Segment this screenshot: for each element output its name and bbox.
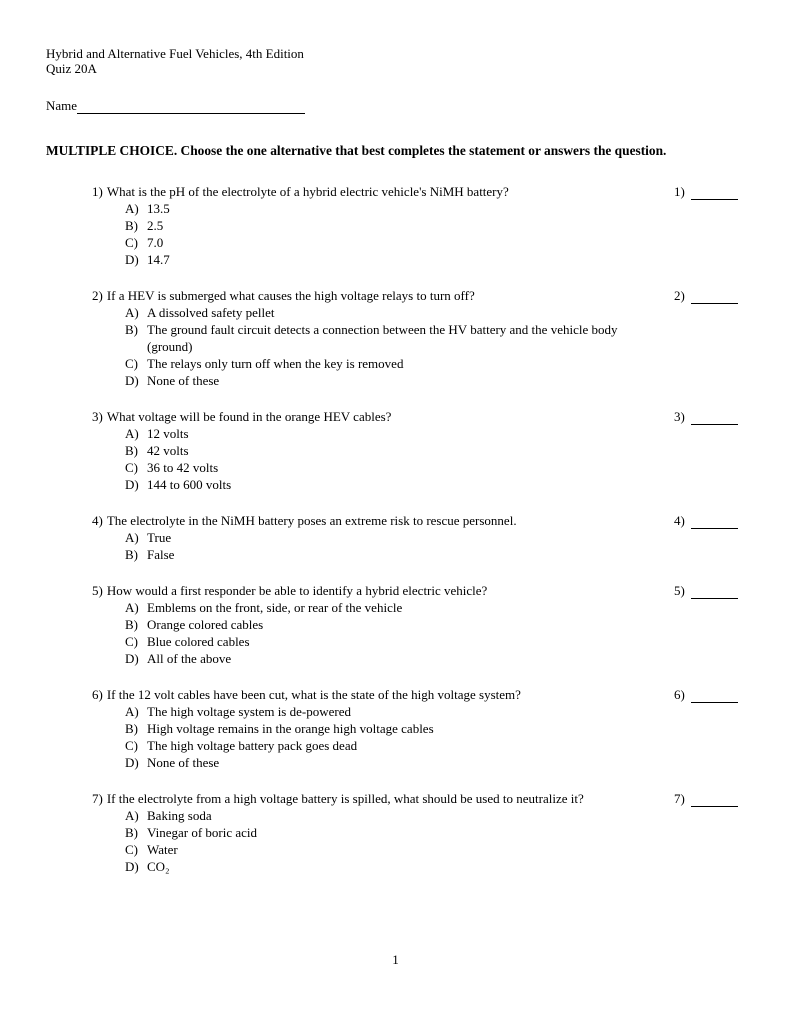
choices-list <box>92 425 650 493</box>
question-row <box>92 686 746 703</box>
choice-text: True <box>147 530 172 545</box>
choice-item <box>125 703 650 720</box>
question-stem <box>92 686 674 703</box>
choice-text: Baking soda <box>147 808 212 823</box>
choice-item <box>125 633 650 650</box>
choices-list <box>92 599 650 667</box>
answer-blank-field[interactable] <box>691 794 738 807</box>
question-stem <box>92 582 674 599</box>
choice-item <box>125 616 650 633</box>
choice-label: A) <box>125 600 139 615</box>
question-row <box>92 512 746 529</box>
question-stem <box>92 512 674 529</box>
choice-label: C) <box>125 738 138 753</box>
choice-text: CO₂ <box>147 859 170 874</box>
choice-item <box>125 824 650 841</box>
choice-item <box>125 200 650 217</box>
choice-item <box>125 599 650 616</box>
answer-number: 3) <box>674 409 685 424</box>
question-stem <box>92 287 674 304</box>
choice-item <box>125 459 650 476</box>
answer-slot <box>674 183 746 200</box>
choice-label: D) <box>125 755 139 770</box>
choice-label: C) <box>125 842 138 857</box>
choice-item <box>125 841 650 858</box>
question-block <box>92 512 746 563</box>
choice-text: The ground fault circuit detects a connection between the HV battery and the vehicle body (ground) <box>147 322 618 354</box>
choice-text: 12 volts <box>147 426 189 441</box>
choices-list <box>92 703 650 771</box>
answer-slot <box>674 790 746 807</box>
question-number: 3) <box>92 409 103 424</box>
question-block <box>92 183 746 268</box>
answer-number: 2) <box>674 288 685 303</box>
answer-slot <box>674 582 746 599</box>
choice-item <box>125 720 650 737</box>
question-block <box>92 287 746 389</box>
choices-list <box>92 200 650 268</box>
choice-text: 42 volts <box>147 443 189 458</box>
answer-blank-field[interactable] <box>691 187 738 200</box>
question-block <box>92 790 746 875</box>
question-row <box>92 287 746 304</box>
choice-label: D) <box>125 859 139 874</box>
question-text: What voltage will be found in the orange HEV cables? <box>106 409 392 424</box>
question-block <box>92 686 746 771</box>
choice-item <box>125 425 650 442</box>
question-number: 1) <box>92 184 103 199</box>
name-row <box>46 98 746 114</box>
document-subtitle: Quiz 20A <box>46 61 97 76</box>
question-block <box>92 582 746 667</box>
question-number: 6) <box>92 687 103 702</box>
answer-slot <box>674 512 746 529</box>
choice-item <box>125 321 650 355</box>
choice-label: B) <box>125 721 138 736</box>
question-text: If the electrolyte from a high voltage battery is spilled, what should be used to neutralize it? <box>106 791 584 806</box>
question-text: What is the pH of the electrolyte of a hybrid electric vehicle's NiMH battery? <box>106 184 509 199</box>
choice-text: 14.7 <box>147 252 170 267</box>
question-text: The electrolyte in the NiMH battery poses an extreme risk to rescue personnel. <box>106 513 517 528</box>
choice-text: None of these <box>147 373 220 388</box>
question-number: 7) <box>92 791 103 806</box>
question-stem <box>92 790 674 807</box>
choice-text: 13.5 <box>147 201 170 216</box>
answer-blank-field[interactable] <box>691 690 738 703</box>
choices-list <box>92 807 650 875</box>
answer-blank-field[interactable] <box>691 516 738 529</box>
name-blank-field[interactable] <box>77 100 305 114</box>
choice-item <box>125 529 650 546</box>
choice-item <box>125 546 650 563</box>
question-row <box>92 183 746 200</box>
choice-label: D) <box>125 651 139 666</box>
choice-item <box>125 650 650 667</box>
choice-item <box>125 217 650 234</box>
choice-label: C) <box>125 460 138 475</box>
question-number: 2) <box>92 288 103 303</box>
choice-text: All of the above <box>147 651 232 666</box>
choice-label: D) <box>125 252 139 267</box>
answer-blank-field[interactable] <box>691 586 738 599</box>
question-text: If a HEV is submerged what causes the high voltage relays to turn off? <box>106 288 475 303</box>
choice-item <box>125 476 650 493</box>
choice-item <box>125 737 650 754</box>
choice-label: A) <box>125 426 139 441</box>
answer-slot <box>674 287 746 304</box>
name-label: Name <box>46 98 78 113</box>
choice-label: A) <box>125 305 139 320</box>
choice-label: B) <box>125 617 138 632</box>
choice-item <box>125 858 650 875</box>
choice-label: A) <box>125 704 139 719</box>
question-number: 4) <box>92 513 103 528</box>
question-row <box>92 582 746 599</box>
choice-text: The high voltage system is de-powered <box>147 704 351 719</box>
choice-label: A) <box>125 808 139 823</box>
choice-text: Vinegar of boric acid <box>147 825 258 840</box>
choice-item <box>125 304 650 321</box>
question-row <box>92 408 746 425</box>
choice-label: D) <box>125 373 139 388</box>
question-text: If the 12 volt cables have been cut, what is the state of the high voltage system? <box>106 687 521 702</box>
choice-text: Water <box>147 842 178 857</box>
answer-number: 1) <box>674 184 685 199</box>
choice-item <box>125 355 650 372</box>
choice-text: 36 to 42 volts <box>147 460 219 475</box>
choice-label: B) <box>125 547 138 562</box>
question-block <box>92 408 746 493</box>
choices-list <box>92 304 650 389</box>
answer-number: 7) <box>674 791 685 806</box>
choice-text: 2.5 <box>147 218 164 233</box>
choice-item <box>125 754 650 771</box>
choice-label: B) <box>125 218 138 233</box>
choice-text: 7.0 <box>147 235 164 250</box>
choice-item <box>125 372 650 389</box>
question-stem <box>92 408 674 425</box>
choice-item <box>125 251 650 268</box>
answer-number: 4) <box>674 513 685 528</box>
choice-text: High voltage remains in the orange high voltage cables <box>147 721 434 736</box>
questions-list <box>46 183 746 875</box>
answer-slot <box>674 408 746 425</box>
choice-text: Orange colored cables <box>147 617 264 632</box>
answer-slot <box>674 686 746 703</box>
answer-blank-field[interactable] <box>691 291 738 304</box>
choice-label: A) <box>125 530 139 545</box>
document-title: Hybrid and Alternative Fuel Vehicles, 4th Edition <box>46 46 304 61</box>
choice-item <box>125 234 650 251</box>
choice-label: A) <box>125 201 139 216</box>
page-number: 1 <box>392 952 399 967</box>
choice-label: C) <box>125 235 138 250</box>
answer-number: 6) <box>674 687 685 702</box>
question-stem <box>92 183 674 200</box>
choice-text: The relays only turn off when the key is removed <box>147 356 404 371</box>
choice-text: Blue colored cables <box>147 634 250 649</box>
choice-item <box>125 442 650 459</box>
choice-text: The high voltage battery pack goes dead <box>147 738 358 753</box>
question-row <box>92 790 746 807</box>
question-text: How would a first responder be able to identify a hybrid electric vehicle? <box>106 583 488 598</box>
choice-label: C) <box>125 634 138 649</box>
instructions-text: MULTIPLE CHOICE. Choose the one alternative that best completes the statement or answers the question. <box>46 143 667 158</box>
answer-number: 5) <box>674 583 685 598</box>
choice-label: D) <box>125 477 139 492</box>
choice-text: A dissolved safety pellet <box>147 305 275 320</box>
choice-text: None of these <box>147 755 220 770</box>
choice-label: B) <box>125 322 138 337</box>
choice-label: C) <box>125 356 138 371</box>
choice-label: B) <box>125 825 138 840</box>
question-number: 5) <box>92 583 103 598</box>
choice-text: False <box>147 547 175 562</box>
choice-label: B) <box>125 443 138 458</box>
choice-text: 144 to 600 volts <box>147 477 232 492</box>
answer-blank-field[interactable] <box>691 412 738 425</box>
choice-text: Emblems on the front, side, or rear of the vehicle <box>147 600 403 615</box>
choice-item <box>125 807 650 824</box>
choices-list <box>92 529 650 563</box>
